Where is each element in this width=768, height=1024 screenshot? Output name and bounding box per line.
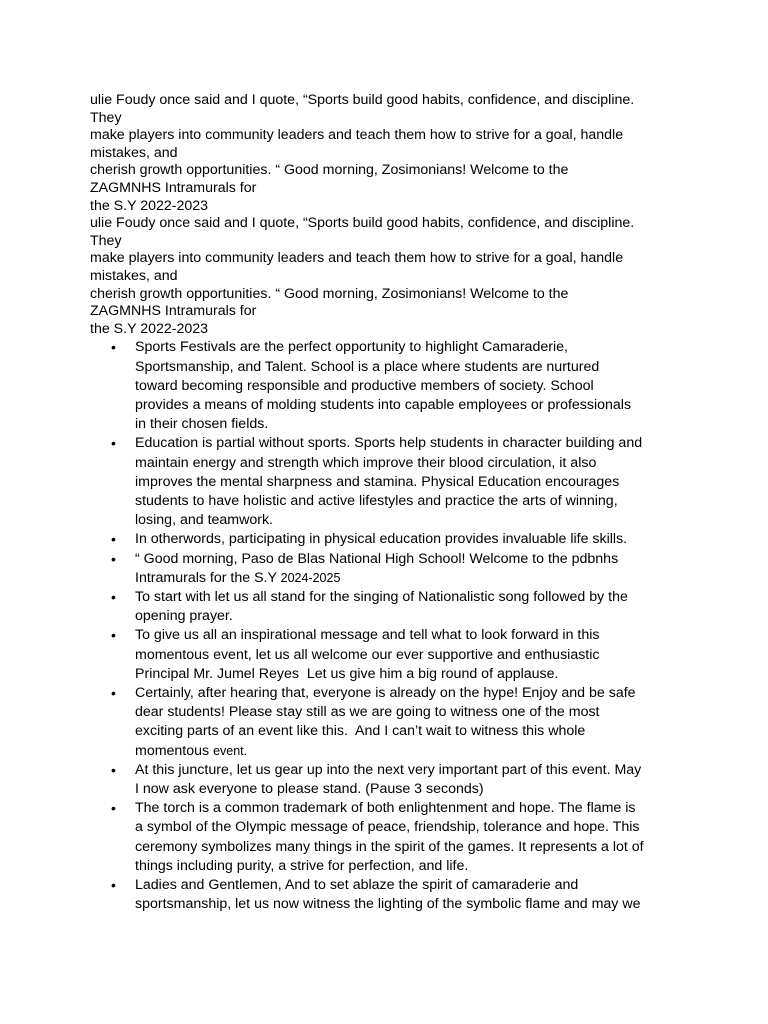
intro-line: the S.Y 2022-2023	[90, 320, 209, 337]
list-item-line: exciting parts of an event like this. And I can’t wait to witness this whole	[135, 723, 586, 740]
list-item-line: provides a means of molding students into capable employees or professionals	[135, 396, 632, 413]
list-item-line: Principal Mr. Jumel Reyes Let us give him a big round of applause.	[135, 665, 559, 682]
intro-line: cherish growth opportunities. “ Good morning, Zosimonians! Welcome to the	[90, 285, 569, 302]
list-item-line: ceremony symbolizes many things in the spirit of the games. It represents a lot of	[135, 838, 644, 855]
list-item-text	[135, 530, 690, 549]
list-item-line: improves the mental sharpness and stamina. Physical Education encourages	[135, 473, 620, 490]
intro-line: They	[90, 109, 122, 126]
bullet-icon: •	[111, 435, 116, 452]
list-item	[90, 876, 690, 914]
list-item-line: Education is partial without sports. Sports help students in character building and	[135, 435, 643, 452]
intro-line: ulie Foudy once said and I quote, “Sports build good habits, confidence, and discipline.	[90, 215, 635, 232]
list-item	[90, 684, 690, 761]
list-item	[90, 550, 690, 588]
intro-line: mistakes, and	[90, 267, 178, 284]
intro-line: ZAGMNHS Intramurals for	[90, 303, 257, 320]
list-item-line: momentous	[135, 742, 214, 759]
list-item-line: losing, and teamwork.	[135, 512, 274, 529]
list-item-text	[135, 338, 690, 434]
bullet-icon: •	[111, 800, 116, 817]
list-item-line: dear students! Please stay still as we are going to witness one of the most	[135, 704, 600, 721]
intro-line: ulie Foudy once said and I quote, “Sports build good habits, confidence, and discipline.	[90, 92, 635, 108]
list-item-line: sportsmanship, let us now witness the lighting of the symbolic flame and may we	[135, 896, 641, 913]
intro-paragraphs	[90, 92, 690, 338]
intro-line: the S.Y 2022-2023	[90, 197, 209, 214]
list-item-tail: event.	[213, 743, 248, 758]
bullet-icon: •	[111, 550, 116, 567]
list-item-text	[135, 876, 690, 914]
list-item-line: opening prayer.	[135, 608, 233, 625]
list-item-line: toward becoming responsible and productive members of society. School	[135, 377, 594, 394]
list-item-line: I now ask everyone to please stand. (Pause 3 seconds)	[135, 780, 484, 797]
list-item-line: maintain energy and strength which improve their blood circulation, it also	[135, 454, 597, 471]
list-item-line: At this juncture, let us gear up into the next very important part of this event. May	[135, 761, 642, 778]
list-item	[90, 588, 690, 626]
list-item-text	[135, 684, 690, 761]
list-item-text	[135, 799, 690, 876]
list-item-line: To start with let us all stand for the singing of Nationalistic song followed by the	[135, 588, 628, 605]
list-item-line: Intramurals for the S.Y	[135, 569, 281, 586]
list-item-line: momentous event, let us all welcome our ever supportive and enthusiastic	[135, 646, 600, 663]
list-item	[90, 338, 690, 434]
list-item-line: Sportsmanship, and Talent. School is a place where students are nurtured	[135, 358, 600, 375]
list-item-line: students to have holistic and active lifestyles and practice the arts of winning,	[135, 492, 618, 509]
bullet-icon: •	[111, 588, 116, 605]
document-page	[90, 92, 690, 914]
list-item	[90, 761, 690, 799]
list-item	[90, 530, 690, 549]
list-item-line: Certainly, after hearing that, everyone is already on the hype! Enjoy and be safe	[135, 684, 636, 701]
list-item-line: a symbol of the Olympic message of peace, friendship, tolerance and hope. This	[135, 819, 640, 836]
intro-line: mistakes, and	[90, 144, 178, 161]
bullet-icon: •	[111, 339, 116, 356]
intro-line: make players into community leaders and teach them how to strive for a goal, handle	[90, 127, 624, 144]
list-item	[90, 799, 690, 876]
intro-line: ZAGMNHS Intramurals for	[90, 179, 257, 196]
intro-line: They	[90, 232, 122, 249]
list-item-text	[135, 626, 690, 684]
bullet-icon: •	[111, 761, 116, 778]
bullet-list	[90, 338, 690, 914]
list-item-tail: 2024-2025	[280, 570, 341, 585]
list-item-line: The torch is a common trademark of both enlightenment and hope. The flame is	[135, 800, 636, 817]
list-item-line: Ladies and Gentlemen, And to set ablaze the spirit of camaraderie and	[135, 877, 579, 893]
list-item-line: To give us all an inspirational message and tell what to look forward in this	[135, 627, 600, 644]
list-item-text	[135, 434, 690, 530]
intro-line: make players into community leaders and teach them how to strive for a goal, handle	[90, 250, 624, 267]
list-item-text	[135, 588, 690, 626]
bullet-icon: •	[111, 627, 116, 644]
list-item	[90, 626, 690, 684]
bullet-icon: •	[111, 684, 116, 701]
list-item-line: In otherwords, participating in physical education provides invaluable life skills.	[135, 531, 628, 548]
bullet-icon: •	[111, 531, 116, 548]
bullet-icon: •	[111, 877, 116, 893]
list-item-text	[135, 550, 690, 588]
list-item-line: Sports Festivals are the perfect opportunity to highlight Camaraderie,	[135, 339, 568, 356]
list-item-line: “ Good morning, Paso de Blas National High School! Welcome to the pdbnhs	[135, 550, 619, 567]
list-item-text	[135, 761, 690, 799]
intro-line: cherish growth opportunities. “ Good morning, Zosimonians! Welcome to the	[90, 162, 569, 179]
list-item	[90, 434, 690, 530]
list-item-line: in their chosen fields.	[135, 416, 269, 433]
list-item-line: things including purity, a strive for perfection, and life.	[135, 857, 469, 874]
